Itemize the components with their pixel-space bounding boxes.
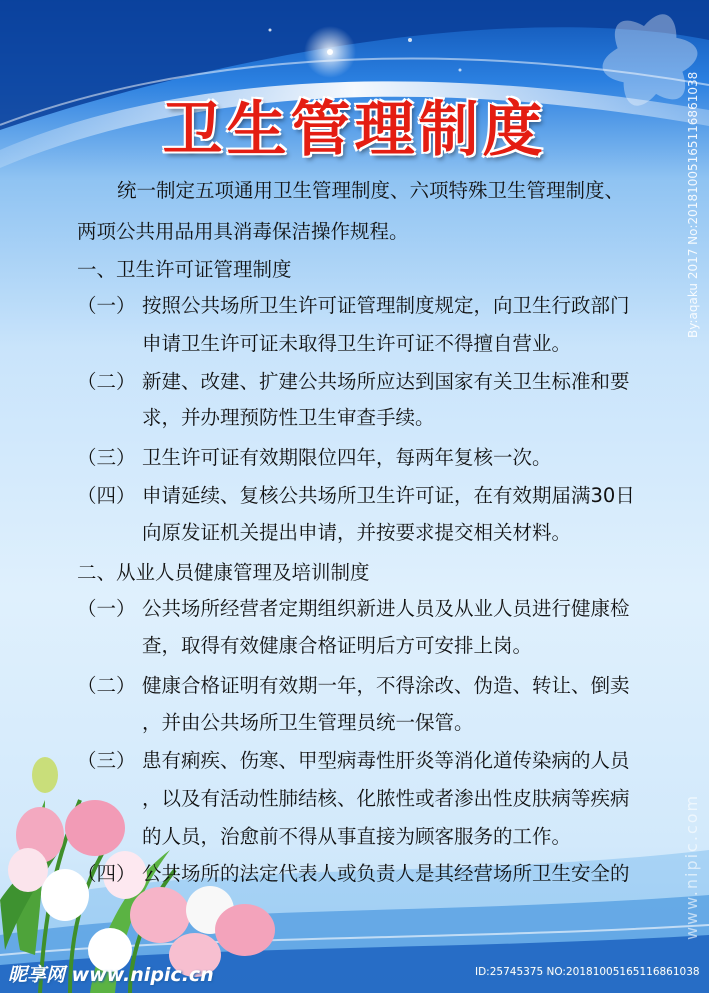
item-text-line: 公共场所的法定代表人或负责人是其经营场所卫生安全的 [142,862,630,885]
item-number: （二） [77,370,136,393]
item-text-line: 求，并办理预防性卫生审查手续。 [142,406,435,429]
site-watermark [676,380,706,980]
item-text-line: 申请延续、复核公共场所卫生许可证，在有效期届满30日 [142,484,635,507]
item-number: （三） [77,749,136,772]
item-text-line: 申请卫生许可证未取得卫生许可证不得擅自营业。 [142,332,572,355]
item-text-line: 公共场所经营者定期组织新进人员及从业人员进行健康检 [142,597,630,620]
item-number: （一） [77,597,136,620]
item-text-line: ，并由公共场所卫生管理员统一保管。 [142,711,474,734]
intro-line-2: 两项公共用品用具消毒保洁操作规程。 [77,220,409,243]
item-number: （二） [77,674,136,697]
item-text-line: 卫生许可证有效期限位四年，每两年复核一次。 [142,446,552,469]
item-text-line: 新建、改建、扩建公共场所应达到国家有关卫生标准和要 [142,370,630,393]
item-text-line: 的人员，治愈前不得从事直接为顾客服务的工作。 [142,825,572,848]
footer-logo: 昵享网 www.nipic.cn [8,964,214,986]
intro-line-1: 统一制定五项通用卫生管理制度、六项特殊卫生管理制度、 [117,179,625,202]
item-number: （四） [77,484,136,507]
svg-text:www.nipic.com: www.nipic.com [682,793,701,940]
item-text-line: 向原发证机关提出申请，并按要求提交相关材料。 [142,521,572,544]
item-number: （三） [77,446,136,469]
section-heading: 二、从业人员健康管理及培训制度 [77,561,370,584]
item-text-line: 患有痢疾、伤寒、甲型病毒性肝炎等消化道传染病的人员 [142,749,630,772]
item-number: （一） [77,294,136,317]
item-text-line: 按照公共场所卫生许可证管理制度规定，向卫生行政部门 [142,294,630,317]
page-title: 卫生管理制度 [162,95,547,165]
footer-id: ID:25745375 NO:20181005165116861038 [475,966,700,978]
svg-text:By:aqaku 2017 No:2018100516511: By:aqaku 2017 No:20181005165116861038 [686,71,700,338]
item-text-line: ，以及有活动性肺结核、化脓性或者渗出性皮肤病等疾病 [142,787,630,810]
item-text-line: 健康合格证明有效期一年，不得涂改、伪造、转让、倒卖 [142,674,630,697]
section-heading: 一、卫生许可证管理制度 [77,258,292,281]
vertical-watermark [676,10,706,340]
item-text-line: 查，取得有效健康合格证明后方可安排上岗。 [142,634,533,657]
item-number: （四） [77,862,136,885]
